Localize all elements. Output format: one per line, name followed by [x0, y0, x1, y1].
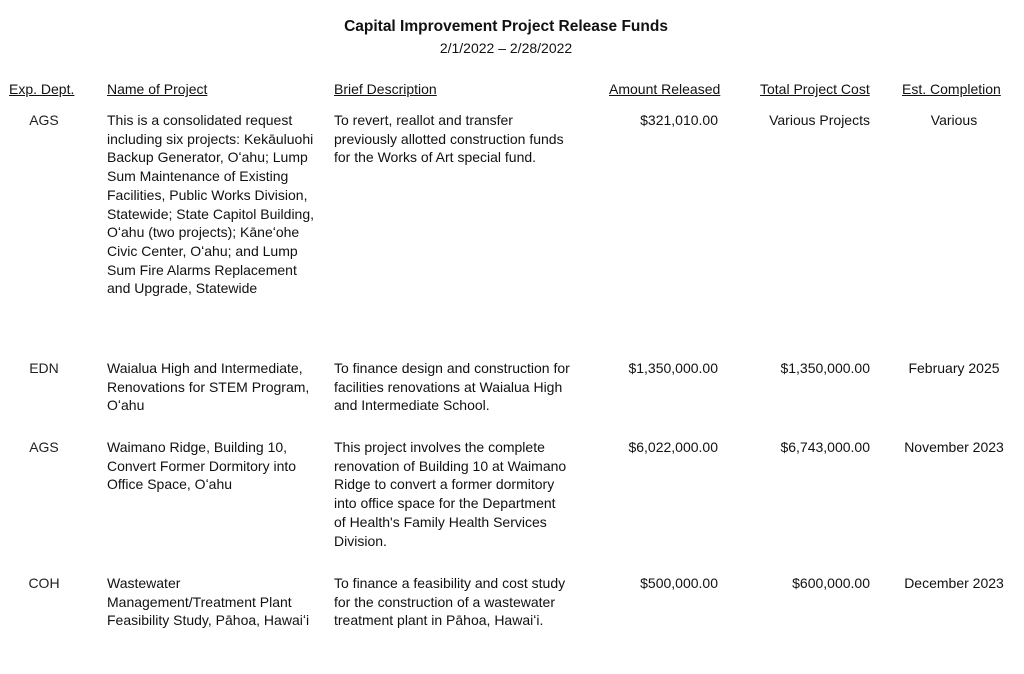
row-project-name: This is a consolidated request including six projects: Kekāuluohi Backup Generator, Oʻahu; Lump Sum Maintenance of Existing Facilities, Public Works Division, Statewide; State Capitol Building, Oʻahu (two projects); Kāneʻohe Civic Center, Oʻahu; and Lump Sum Fire Alarms Replacement and Upgrade, Statewide	[107, 112, 315, 297]
row-dept: COH	[28, 575, 60, 591]
row-dept: AGS	[29, 439, 59, 455]
column-header-completion: Est. Completion	[902, 81, 1001, 97]
row-description: To finance a feasibility and cost study for the construction of a wastewater treatment plant in Pāhoa, Hawaiʻi.	[334, 575, 566, 629]
row-project-name: Waimano Ridge, Building 10, Convert Former Dormitory into Office Space, Oʻahu	[107, 439, 297, 493]
row-completion: November 2023	[904, 439, 1004, 455]
row-project-name: Wastewater Management/Treatment Plant Feasibility Study, Pāhoa, Hawaiʻi	[107, 575, 310, 629]
row-description: To revert, reallot and transfer previously allotted construction funds for the Works of Art special fund.	[334, 112, 564, 166]
column-header-total-cost: Total Project Cost	[760, 81, 870, 97]
row-amount-released: $6,022,000.00	[628, 439, 718, 455]
row-dept: AGS	[29, 112, 59, 128]
row-total-cost: $1,350,000.00	[780, 360, 870, 376]
column-header-dept: Exp. Dept.	[9, 81, 75, 97]
row-completion: February 2025	[908, 360, 1000, 376]
document-title: Capital Improvement Project Release Funds	[344, 18, 668, 35]
row-total-cost: $600,000.00	[792, 575, 870, 591]
row-amount-released: $321,010.00	[640, 112, 718, 128]
row-completion: Various	[930, 112, 978, 128]
column-header-name: Name of Project	[107, 81, 208, 97]
column-header-description: Brief Description	[334, 81, 437, 97]
row-dept: EDN	[29, 360, 59, 376]
column-header-amount: Amount Released	[609, 81, 721, 97]
document-date-range: 2/1/2022 – 2/28/2022	[439, 40, 573, 56]
row-description: To finance design and construction for facilities renovations at Waialua High and Intermediate School.	[334, 360, 570, 414]
row-completion: December 2023	[904, 575, 1004, 591]
row-total-cost: Various Projects	[769, 112, 870, 128]
row-amount-released: $1,350,000.00	[628, 360, 718, 376]
row-project-name: Waialua High and Intermediate, Renovations for STEM Program, Oʻahu	[107, 360, 310, 414]
row-description: This project involves the complete renovation of Building 10 at Waimano Ridge to convert a former dormitory into office space for the Department of Health's Family Health Services Division.	[334, 439, 567, 549]
row-amount-released: $500,000.00	[640, 575, 718, 591]
row-total-cost: $6,743,000.00	[780, 439, 870, 455]
